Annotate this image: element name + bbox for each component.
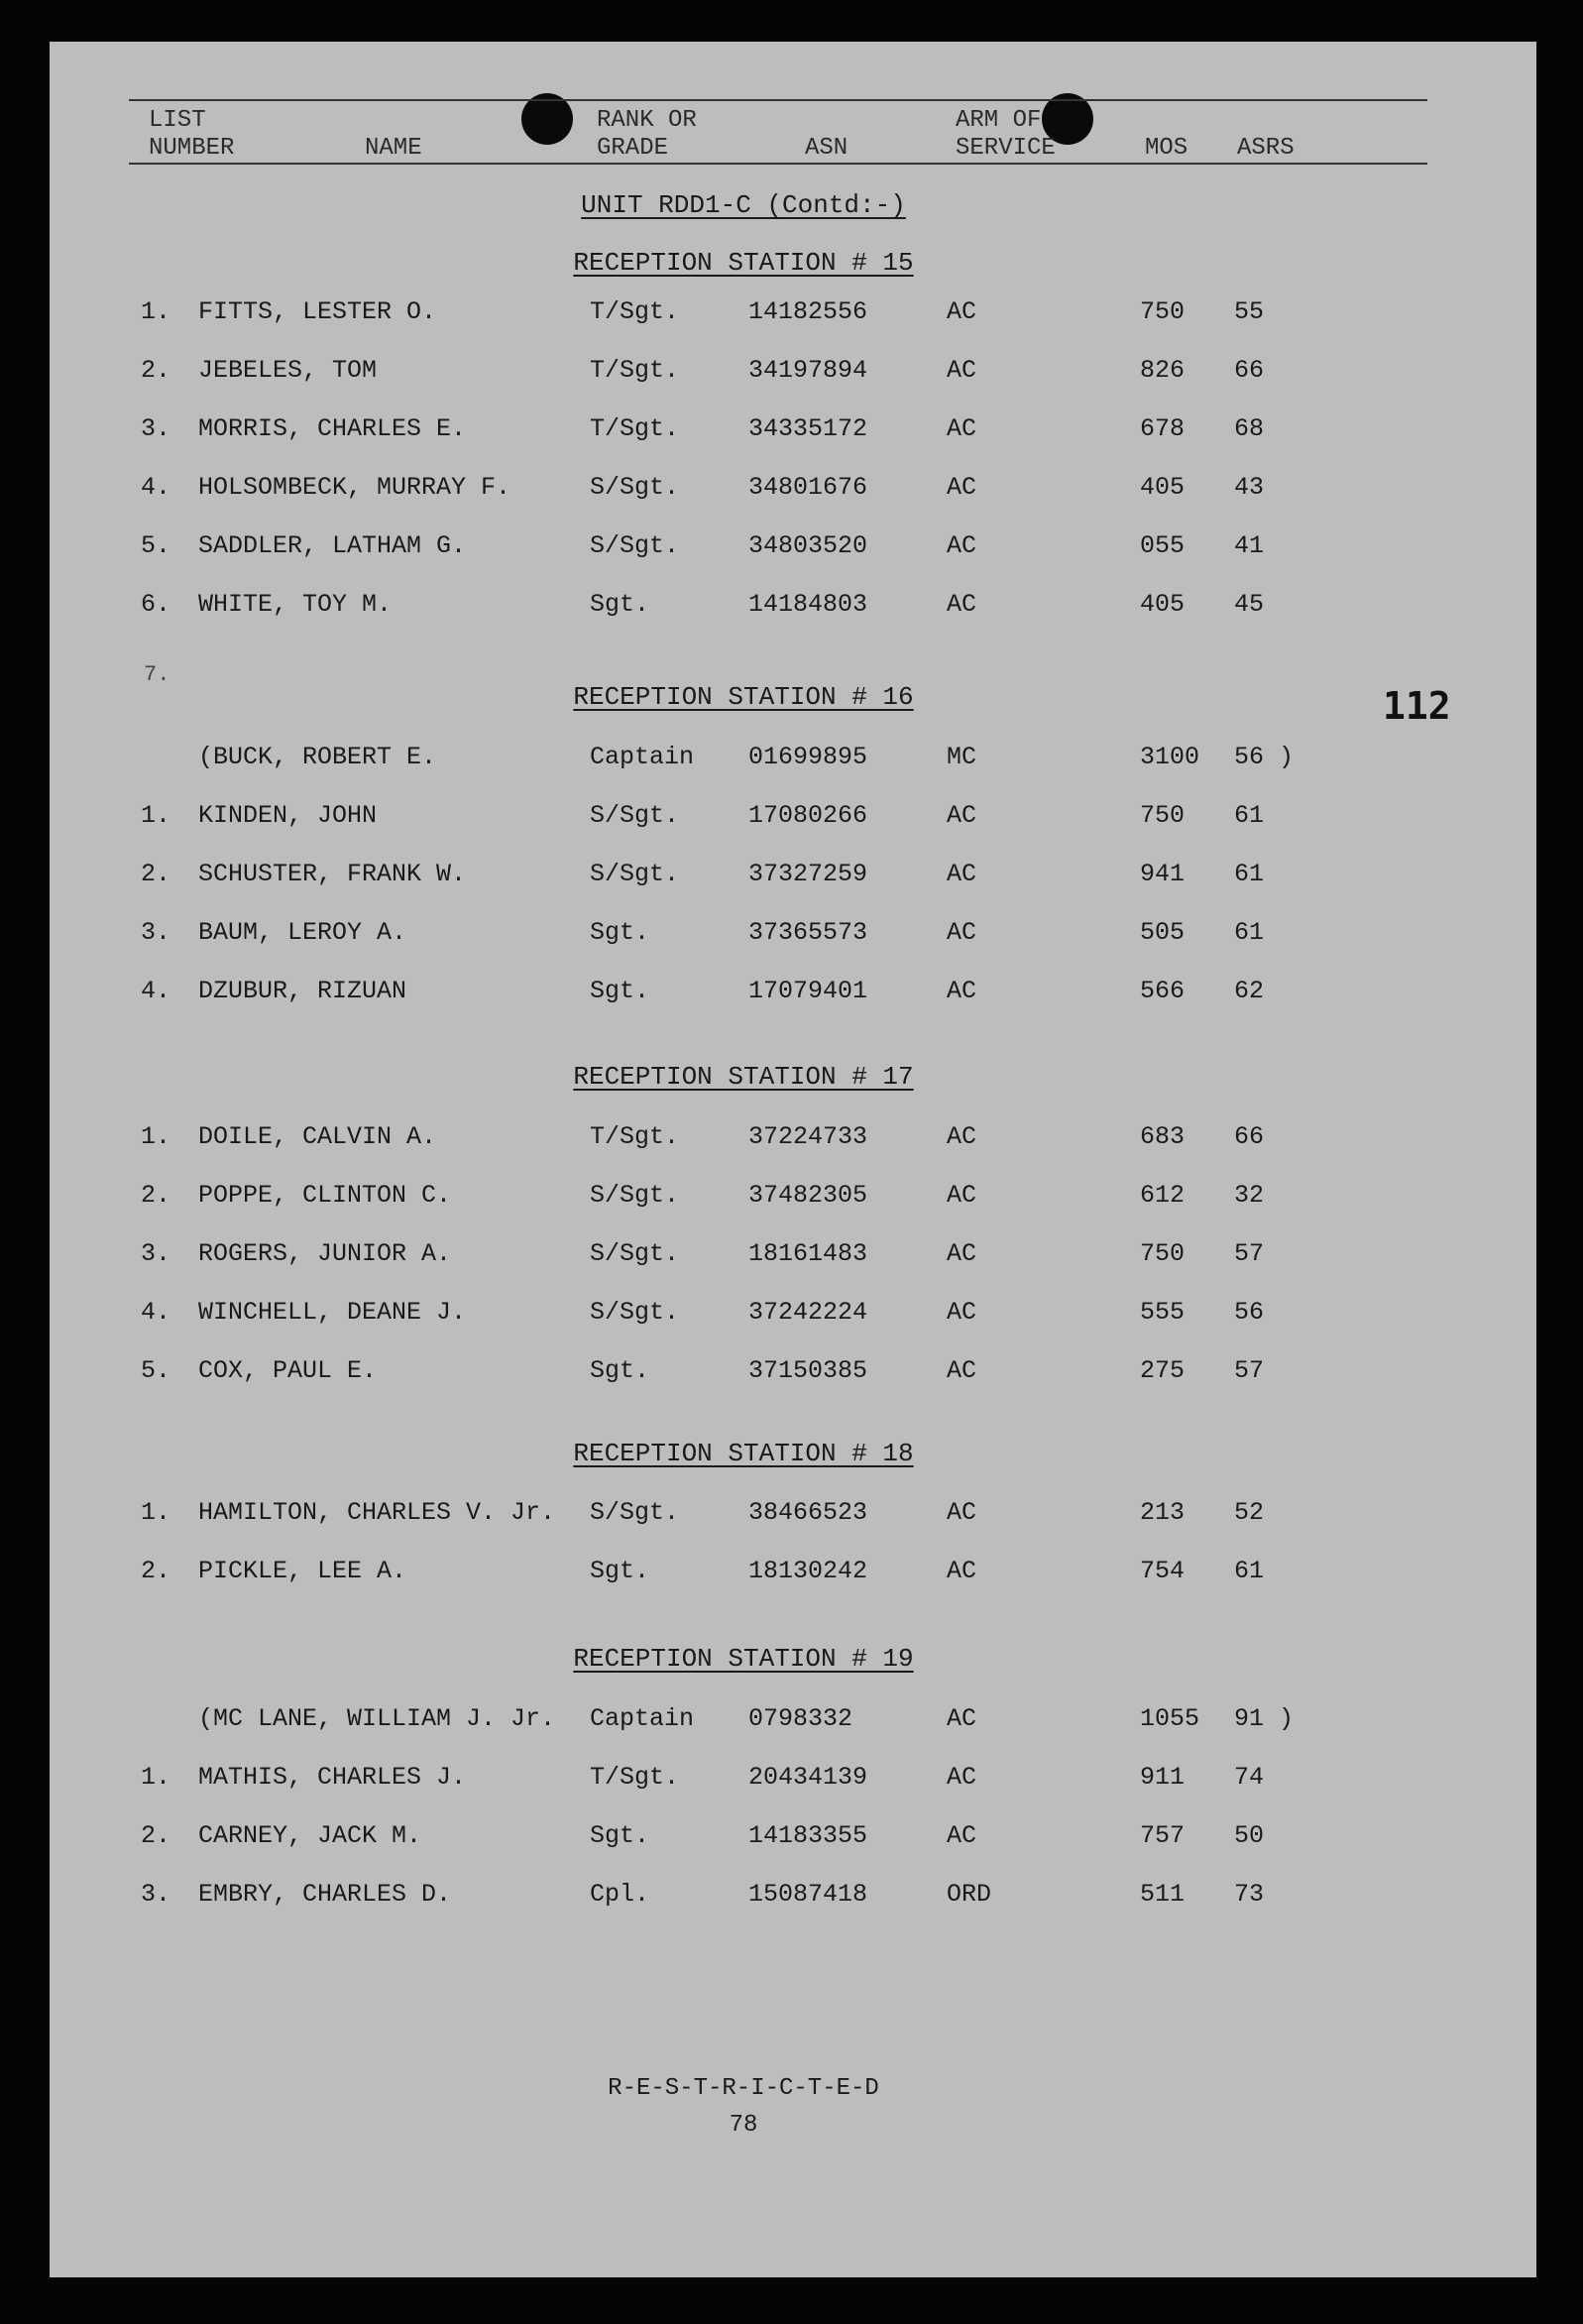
cell-mos: 566 (1140, 977, 1186, 1005)
cell-mos: 555 (1140, 1298, 1186, 1327)
cell-arm: AC (947, 1704, 977, 1733)
cell-rank: Sgt. (590, 1557, 650, 1585)
cell-mos: 3100 (1140, 743, 1200, 771)
cell-arm: AC (947, 414, 977, 443)
cell-arm: AC (947, 977, 977, 1005)
cell-arm: AC (947, 356, 977, 385)
cell-asrs: 74 (1234, 1763, 1265, 1792)
cell-arm: AC (947, 918, 977, 947)
cell-name: WINCHELL, DEANE J. (198, 1298, 467, 1327)
cell-arm: AC (947, 1239, 977, 1268)
cell-num: 1. (141, 1763, 171, 1792)
roster-row (50, 1495, 1437, 1531)
unit-title: UNIT RDD1-C (Contd:-) (581, 190, 906, 220)
station-title: RECEPTION STATION # 17 (573, 1062, 914, 1092)
cell-arm: AC (947, 860, 977, 888)
cell-num: 4. (141, 977, 171, 1005)
cell-arm: AC (947, 473, 977, 502)
cell-num: 4. (141, 1298, 171, 1327)
cell-rank: Captain (590, 1704, 695, 1733)
cell-asn: 37150385 (748, 1356, 868, 1385)
cell-name: KINDEN, JOHN (198, 801, 378, 830)
cell-name: ROGERS, JUNIOR A. (198, 1239, 452, 1268)
cell-mos: 678 (1140, 414, 1186, 443)
cell-rank: Cpl. (590, 1880, 650, 1909)
header-name: NAME (365, 135, 422, 162)
cell-name: WHITE, TOY M. (198, 590, 393, 619)
cell-num: 6. (141, 590, 171, 619)
document-page (50, 42, 1536, 2277)
cell-asn: 14184803 (748, 590, 868, 619)
roster-row (50, 798, 1437, 834)
roster-row (50, 1236, 1437, 1272)
stray-mark: 7. (144, 662, 170, 687)
header-mos: MOS (1145, 135, 1188, 162)
station-title: RECEPTION STATION # 15 (573, 248, 914, 278)
cell-arm: AC (947, 1821, 977, 1850)
cell-arm: AC (947, 1181, 977, 1210)
cell-asrs: 52 (1234, 1498, 1265, 1527)
cell-arm: AC (947, 1498, 977, 1527)
cell-num: 3. (141, 414, 171, 443)
cell-name: FITTS, LESTER O. (198, 297, 437, 326)
cell-rank: Sgt. (590, 918, 650, 947)
station-title: RECEPTION STATION # 18 (573, 1439, 914, 1468)
cell-arm: AC (947, 1122, 977, 1151)
roster-row (50, 740, 1437, 775)
cell-asn: 34801676 (748, 473, 868, 502)
cell-num: 3. (141, 918, 171, 947)
cell-mos: 826 (1140, 356, 1186, 385)
cell-mos: 213 (1140, 1498, 1186, 1527)
cell-mos: 750 (1140, 801, 1186, 830)
roster-row (50, 1554, 1437, 1589)
cell-asrs: 57 (1234, 1239, 1265, 1268)
cell-name: POPPE, CLINTON C. (198, 1181, 452, 1210)
cell-asn: 17080266 (748, 801, 868, 830)
roster-row (50, 1353, 1437, 1389)
cell-num: 5. (141, 531, 171, 560)
roster-row (50, 1877, 1437, 1913)
cell-asrs: 91 ) (1234, 1704, 1295, 1733)
cell-mos: 511 (1140, 1880, 1186, 1909)
cell-rank: T/Sgt. (590, 1763, 680, 1792)
cell-asn: 37224733 (748, 1122, 868, 1151)
roster-row (50, 353, 1437, 389)
cell-rank: Captain (590, 743, 695, 771)
cell-mos: 754 (1140, 1557, 1186, 1585)
cell-asrs: 73 (1234, 1880, 1265, 1909)
header-rule-bottom (129, 163, 1427, 165)
station-title: RECEPTION STATION # 19 (573, 1644, 914, 1674)
cell-asn: 17079401 (748, 977, 868, 1005)
cell-arm: AC (947, 1298, 977, 1327)
roster-row (50, 1119, 1437, 1155)
cell-name: HOLSOMBECK, MURRAY F. (198, 473, 511, 502)
cell-asrs: 57 (1234, 1356, 1265, 1385)
cell-name: SADDLER, LATHAM G. (198, 531, 467, 560)
cell-name: HAMILTON, CHARLES V. Jr. (198, 1498, 556, 1527)
roster-row (50, 294, 1437, 330)
cell-asn: 34803520 (748, 531, 868, 560)
cell-name: MORRIS, CHARLES E. (198, 414, 467, 443)
cell-name: DOILE, CALVIN A. (198, 1122, 437, 1151)
header-arm: ARM OF SERVICE (956, 107, 1056, 162)
cell-mos: 612 (1140, 1181, 1186, 1210)
cell-rank: S/Sgt. (590, 1498, 680, 1527)
cell-asn: 20434139 (748, 1763, 868, 1792)
cell-name: CARNEY, JACK M. (198, 1821, 422, 1850)
cell-asrs: 55 (1234, 297, 1265, 326)
cell-asn: 37365573 (748, 918, 868, 947)
header-asn: ASN (805, 135, 848, 162)
cell-arm: AC (947, 531, 977, 560)
page-stamp: 112 (1383, 684, 1451, 728)
cell-arm: AC (947, 801, 977, 830)
cell-name: PICKLE, LEE A. (198, 1557, 407, 1585)
cell-num: 2. (141, 356, 171, 385)
cell-asn: 18161483 (748, 1239, 868, 1268)
cell-asn: 15087418 (748, 1880, 868, 1909)
roster-row (50, 915, 1437, 951)
cell-rank: S/Sgt. (590, 801, 680, 830)
cell-asn: 37482305 (748, 1181, 868, 1210)
cell-asrs: 61 (1234, 801, 1265, 830)
cell-name: BAUM, LEROY A. (198, 918, 407, 947)
cell-rank: T/Sgt. (590, 356, 680, 385)
cell-rank: S/Sgt. (590, 1181, 680, 1210)
cell-rank: Sgt. (590, 977, 650, 1005)
cell-asrs: 68 (1234, 414, 1265, 443)
cell-arm: AC (947, 1557, 977, 1585)
cell-asn: 37242224 (748, 1298, 868, 1327)
roster-row (50, 1818, 1437, 1854)
cell-num: 2. (141, 860, 171, 888)
cell-num: 2. (141, 1557, 171, 1585)
station-title: RECEPTION STATION # 16 (573, 682, 914, 712)
cell-name: DZUBUR, RIZUAN (198, 977, 407, 1005)
cell-rank: Sgt. (590, 1821, 650, 1850)
cell-arm: ORD (947, 1880, 992, 1909)
cell-asrs: 50 (1234, 1821, 1265, 1850)
cell-rank: S/Sgt. (590, 1239, 680, 1268)
cell-mos: 683 (1140, 1122, 1186, 1151)
cell-name: (MC LANE, WILLIAM J. Jr. (198, 1704, 556, 1733)
cell-asrs: 61 (1234, 1557, 1265, 1585)
cell-asrs: 66 (1234, 356, 1265, 385)
cell-asn: 18130242 (748, 1557, 868, 1585)
cell-asn: 37327259 (748, 860, 868, 888)
cell-num: 3. (141, 1880, 171, 1909)
cell-mos: 757 (1140, 1821, 1186, 1850)
cell-num: 2. (141, 1181, 171, 1210)
cell-arm: AC (947, 1356, 977, 1385)
cell-name: MATHIS, CHARLES J. (198, 1763, 467, 1792)
cell-mos: 1055 (1140, 1704, 1200, 1733)
cell-num: 3. (141, 1239, 171, 1268)
cell-asn: 01699895 (748, 743, 868, 771)
cell-rank: S/Sgt. (590, 473, 680, 502)
cell-asrs: 66 (1234, 1122, 1265, 1151)
cell-asn: 38466523 (748, 1498, 868, 1527)
cell-name: COX, PAUL E. (198, 1356, 378, 1385)
header-list-number: LIST NUMBER (149, 107, 235, 162)
cell-asrs: 61 (1234, 918, 1265, 947)
cell-rank: T/Sgt. (590, 1122, 680, 1151)
cell-arm: AC (947, 297, 977, 326)
cell-asn: 14183355 (748, 1821, 868, 1850)
cell-asrs: 41 (1234, 531, 1265, 560)
cell-num: 1. (141, 297, 171, 326)
cell-asn: 34335172 (748, 414, 868, 443)
roster-row (50, 470, 1437, 506)
cell-mos: 505 (1140, 918, 1186, 947)
cell-asrs: 56 (1234, 1298, 1265, 1327)
cell-rank: Sgt. (590, 1356, 650, 1385)
cell-mos: 750 (1140, 297, 1186, 326)
cell-arm: AC (947, 1763, 977, 1792)
cell-rank: T/Sgt. (590, 297, 680, 326)
cell-mos: 055 (1140, 531, 1186, 560)
cell-asn: 0798332 (748, 1704, 853, 1733)
cell-rank: S/Sgt. (590, 1298, 680, 1327)
roster-row (50, 528, 1437, 564)
cell-mos: 275 (1140, 1356, 1186, 1385)
cell-rank: S/Sgt. (590, 531, 680, 560)
cell-asrs: 62 (1234, 977, 1265, 1005)
roster-row (50, 1701, 1437, 1737)
roster-row (50, 857, 1437, 892)
header-rank: RANK OR GRADE (597, 107, 697, 162)
header-asrs: ASRS (1237, 135, 1295, 162)
cell-name: EMBRY, CHARLES D. (198, 1880, 452, 1909)
roster-row (50, 1178, 1437, 1214)
cell-rank: S/Sgt. (590, 860, 680, 888)
cell-rank: Sgt. (590, 590, 650, 619)
roster-row (50, 1760, 1437, 1796)
cell-asrs: 56 ) (1234, 743, 1295, 771)
roster-row (50, 974, 1437, 1009)
restricted-marking: R-E-S-T-R-I-C-T-E-D (608, 2075, 879, 2102)
cell-asrs: 61 (1234, 860, 1265, 888)
roster-row (50, 1295, 1437, 1331)
cell-name: SCHUSTER, FRANK W. (198, 860, 467, 888)
header-rule-top (129, 99, 1427, 101)
cell-rank: T/Sgt. (590, 414, 680, 443)
cell-num: 1. (141, 1122, 171, 1151)
cell-num: 1. (141, 801, 171, 830)
cell-mos: 405 (1140, 590, 1186, 619)
cell-arm: MC (947, 743, 977, 771)
cell-mos: 941 (1140, 860, 1186, 888)
cell-name: JEBELES, TOM (198, 356, 378, 385)
cell-asrs: 32 (1234, 1181, 1265, 1210)
roster-row (50, 587, 1437, 623)
cell-num: 2. (141, 1821, 171, 1850)
page-number: 78 (729, 2112, 758, 2139)
roster-row (50, 411, 1437, 447)
cell-mos: 750 (1140, 1239, 1186, 1268)
cell-arm: AC (947, 590, 977, 619)
cell-name: (BUCK, ROBERT E. (198, 743, 437, 771)
cell-num: 5. (141, 1356, 171, 1385)
cell-mos: 911 (1140, 1763, 1186, 1792)
cell-num: 1. (141, 1498, 171, 1527)
cell-mos: 405 (1140, 473, 1186, 502)
cell-asn: 14182556 (748, 297, 868, 326)
cell-num: 4. (141, 473, 171, 502)
cell-asrs: 43 (1234, 473, 1265, 502)
cell-asn: 34197894 (748, 356, 868, 385)
cell-asrs: 45 (1234, 590, 1265, 619)
